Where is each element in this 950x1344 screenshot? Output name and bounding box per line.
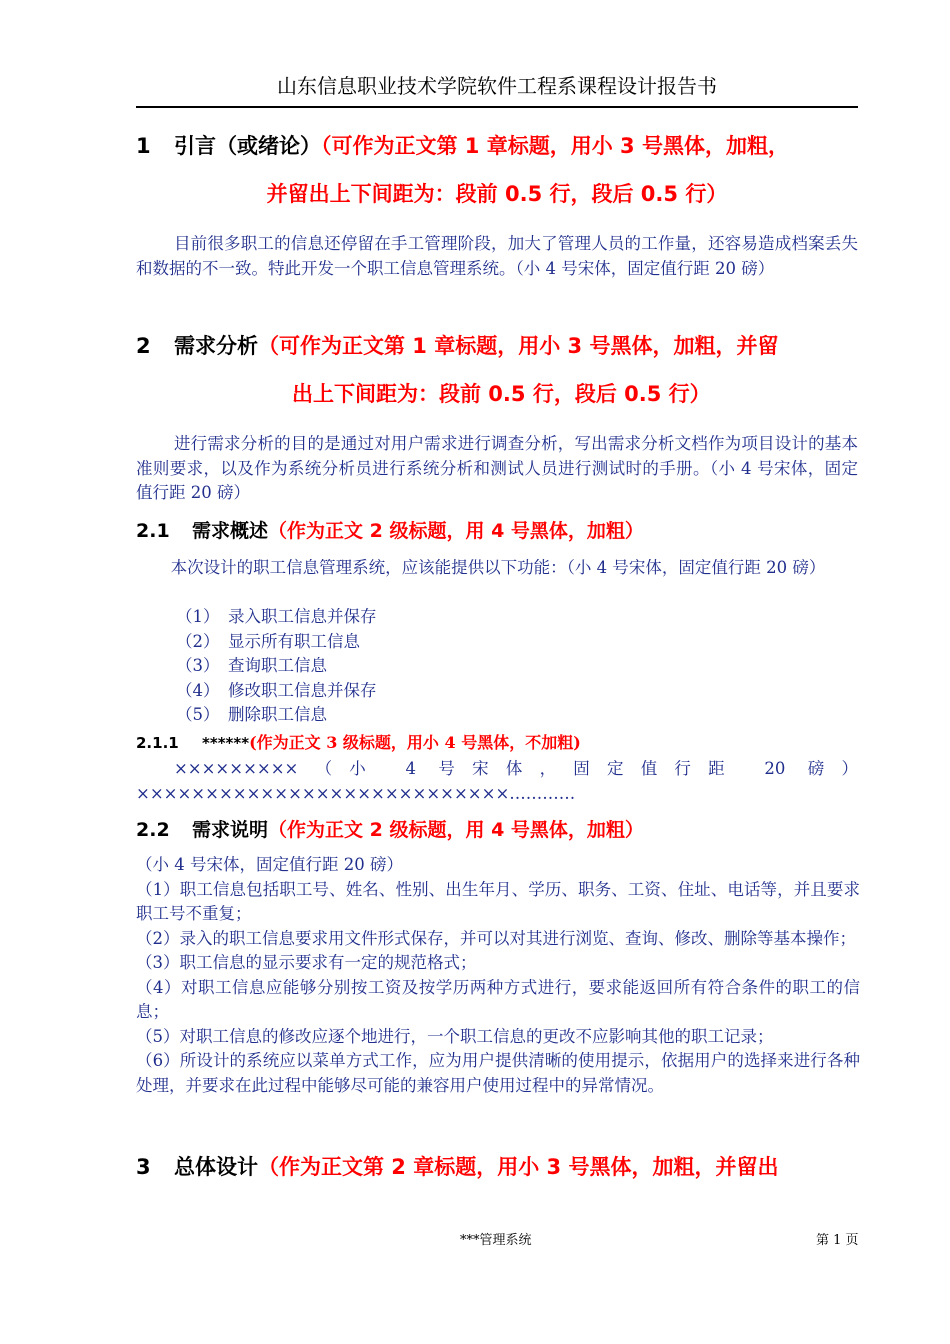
format-note-continued: 出上下间距为：段前 0.5 行，段后 0.5 行） [292,382,711,406]
section-number: 2.1.1 [136,734,179,752]
section-2-2-heading [136,815,858,845]
list-item: （1） 录入职工信息并保存 [176,607,377,626]
format-note: （可作为正文第 1 章标题，用小 3 号黑体，加粗， [321,134,789,158]
requirement-line: （3）职工信息的显示要求有一定的规范格式； [136,953,477,972]
list-item: （3） 查询职工信息 [176,656,327,675]
footer-page-number: 第 1 页 [816,1233,859,1248]
page-header: 山东信息职业技术学院软件工程系课程设计报告书 [136,72,858,108]
section-number: 2.2 [136,819,170,841]
requirement-line: （1）职工信息包括职工号、姓名、性别、出生年月、学历、职务、工资、住址、电话等，并且要求职工号不重复； [136,879,860,923]
section-title: 需求概述 [192,520,269,542]
requirement-line: （5）对职工信息的修改应逐个地进行，一个职工信息的更改不应影响其他的职工记录； [136,1026,774,1046]
section-title: 引言（或绪论） [174,134,321,158]
format-note: （作为正文 2 级标题，用 4 号黑体，加粗） [268,520,644,542]
section-title: ****** [202,734,250,752]
format-note: （作为正文 2 级标题，用 4 号黑体，加粗） [268,819,644,841]
list-item: （4） 修改职工信息并保存 [176,680,377,700]
section-title: 需求说明 [192,819,269,841]
section-number: 2.1 [136,520,170,542]
format-note: （可作为正文第 1 章标题，用小 3 号黑体，加粗，并留 [258,334,779,358]
section-2-heading [136,322,858,418]
section-number: 3 [136,1155,151,1179]
format-note: (作为正文 3 级标题，用小 4 号黑体，不加粗) [249,733,581,752]
footer-system-name: ***管理系统 [460,1233,532,1248]
section-3-heading [136,1143,858,1191]
requirement-line: （2）录入的职工信息要求用文件形式保存，并可以对其进行浏览、查询、修改、删除等基本操作； [136,928,856,948]
section-2-1-1-body: ×××××××××（小 4 号宋体，固定值行距 20 磅）×××××××××××××××××××××××××××………… [136,759,858,803]
section-title: 需求分析 [174,334,258,358]
section-number: 2 [136,334,151,358]
requirement-line: （小 4 号宋体，固定值行距 20 磅） [136,855,403,874]
section-title: 总体设计 [174,1155,258,1179]
requirements-list [136,853,860,1098]
section-2-1-heading [136,516,858,546]
section-2-1-intro: 本次设计的职工信息管理系统，应该能提供以下功能：（小 4 号宋体，固定值行距 20 磅） [170,558,826,577]
requirement-line: （4）对职工信息应能够分别按工资及按学历两种方式进行，要求能返回所有符合条件的职工的信息； [136,977,860,1021]
section-2-1-1-heading [136,731,858,755]
format-note: （作为正文第 2 章标题，用小 3 号黑体，加粗，并留出 [258,1155,779,1179]
format-note-continued: 并留出上下间距为：段前 0.5 行，段后 0.5 行） [266,182,728,206]
requirement-line: （6）所设计的系统应以菜单方式工作，应为用户提供清晰的使用提示，依据用户的选择来进行各种处理，并要求在此过程中能够尽可能的兼容用户使用过程中的异常情况。 [136,1051,860,1095]
function-list [176,605,776,728]
section-1-heading [136,122,858,218]
section-2-body: 进行需求分析的目的是通过对用户需求进行调查分析，写出需求分析文档作为项目设计的基本准则要求，以及作为系统分析员进行系统分析和测试人员进行测试时的手册。（小 4 号宋体，固定值行距 20 磅） [136,434,858,502]
section-1-body: 目前很多职工的信息还停留在手工管理阶段，加大了管理人员的工作量，还容易造成档案丢失和数据的不一致。特此开发一个职工信息管理系统。（小 4 号宋体，固定值行距 20 磅） [136,234,858,278]
list-item: （2） 显示所有职工信息 [176,631,360,651]
section-number: 1 [136,134,151,158]
list-item: （5） 删除职工信息 [176,705,327,724]
